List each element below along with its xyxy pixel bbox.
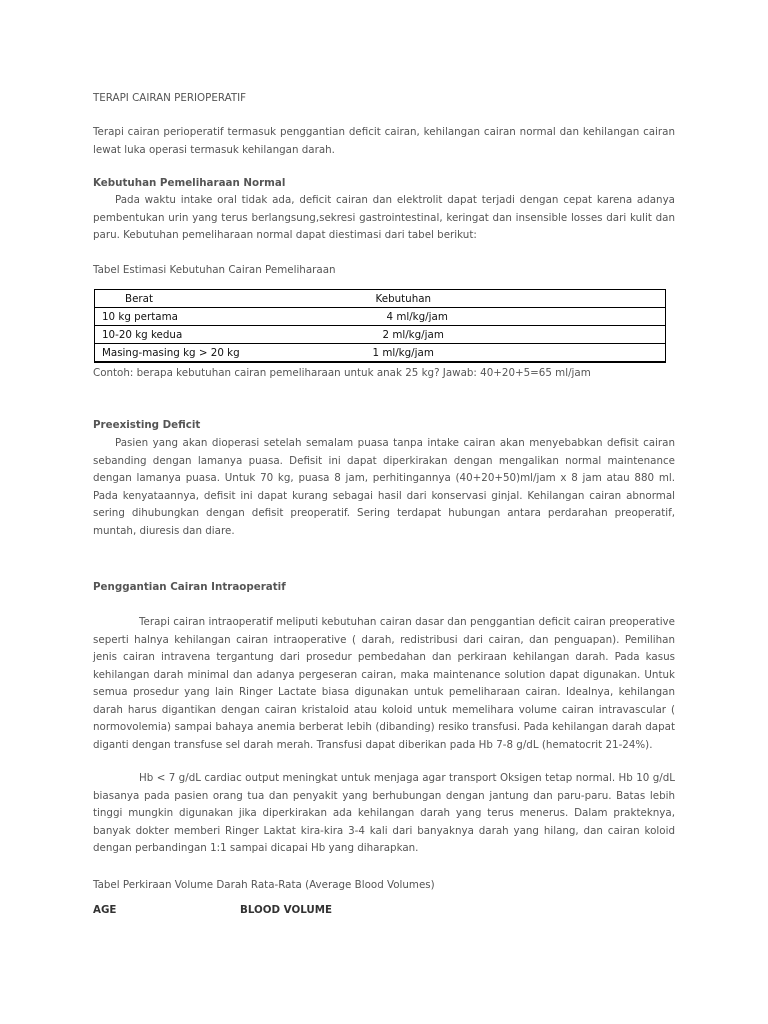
column-header-age: AGE [93, 904, 117, 916]
section-heading-intraoperative: Penggantian Cairan Intraoperatif [93, 581, 286, 593]
table-cell-weight: Masing-masing kg > 20 kg [95, 344, 371, 363]
maintenance-paragraph [93, 192, 675, 245]
example-text: Contoh: berapa kebutuhan cairan pemeliharaan untuk anak 25 kg? Jawab: 40+20+5=65 ml/jam [93, 367, 591, 379]
table-header-row [95, 290, 666, 308]
intraoperative-paragraph-1 [93, 614, 675, 754]
intraoperative-paragraph-2 [93, 770, 675, 858]
table-header-berat: Berat [95, 290, 371, 308]
intro-text: Terapi cairan perioperatif termasuk penggantian deficit cairan, kehilangan cairan normal dan kehilangan cairan lewat luka operasi termasuk kehilangan darah. [93, 126, 675, 156]
table-cell-requirement: 2 ml/kg/jam [371, 326, 666, 344]
table-cell-requirement: 1 ml/kg/jam [371, 344, 666, 363]
table-cell-weight: 10 kg pertama [95, 308, 371, 326]
preexisting-text: Pasien yang akan dioperasi setelah semalam puasa tanpa intake cairan akan menyebabkan defisit cairan sebanding dengan lamanya puasa. Defisit ini dapat diperkirakan dengan mengalikan normal maintenance dengan lamanya puasa. Untuk 70 kg, puasa 8 jam, perhitingannya (40+20+50)ml/jam x 8 jam atau 880 ml. Pada kenyataannya, defisit ini dapat kurang sebagai hasil dari konservasi ginjal. Kehilangan cairan abnormal sering dihubungkan dengan defisit preoperatif. Sering terdapat hubungan antara perdarahan preoperatif, muntah, diuresis dan diare. [93, 437, 675, 537]
intraoperative-text-2: Hb < 7 g/dL cardiac output meningkat untuk menjaga agar transport Oksigen tetap normal. Hb 10 g/dL biasanya pada pasien orang tua dan penyakit yang berhubungan dengan jantung dan paru-paru. Batas lebih tinggi mungkin digunakan jika diperkirakan ada kehilangan darah yang terus menerus. Dalam prakteknya, banyak dokter memberi Ringer Laktat kira-kira 3-4 kali dari banyaknya darah yang hilang, dan cairan koloid dengan perbandingan 1:1 sampai dicapai Hb yang diharapkan. [93, 772, 675, 854]
table-cell-requirement: 4 ml/kg/jam [371, 308, 666, 326]
section-heading-maintenance: Kebutuhan Pemeliharaan Normal [93, 177, 286, 189]
preexisting-paragraph [93, 435, 675, 540]
table-row [95, 308, 666, 326]
table-caption-blood-volume: Tabel Perkiraan Volume Darah Rata-Rata (Average Blood Volumes) [93, 879, 435, 891]
table-header-kebutuhan: Kebutuhan [371, 290, 666, 308]
section-heading-preexisting: Preexisting Deficit [93, 419, 201, 431]
intro-paragraph [93, 124, 675, 159]
document-title: TERAPI CAIRAN PERIOPERATIF [93, 92, 247, 104]
intraoperative-text-1: Terapi cairan intraoperatif meliputi kebutuhan cairan dasar dan penggantian deficit cairan preoperative seperti halnya kehilangan cairan intraoperative ( darah, redistribusi dari cairan, dan penguapan). Pemilihan jenis cairan intravena tergantung dari prosedur pembedahan dan perkiraan kehilangan darah. Pada kasus kehilangan darah minimal dan adanya pergeseran cairan, maka maintenance solution dapat digunakan. Untuk semua prosedur yang lain Ringer Lactate biasa digunakan untuk pemeliharaan cairan. Idealnya, kehilangan darah harus digantikan dengan cairan kristaloid atau koloid untuk memelihara volume cairan intravascular ( normovolemia) sampai bahaya anemia berberat lebih (dibanding) resiko transfusi. Pada kehilangan darah dapat diganti dengan transfuse sel darah merah. Transfusi dapat diberikan pada Hb 7-8 g/dL (hematocrit 21-24%). [93, 616, 675, 751]
maintenance-table [94, 289, 666, 363]
table-row [95, 326, 666, 344]
table-row [95, 344, 666, 363]
column-header-blood-volume: BLOOD VOLUME [240, 904, 333, 916]
table-cell-weight: 10-20 kg kedua [95, 326, 371, 344]
table-caption-maintenance: Tabel Estimasi Kebutuhan Cairan Pemeliharaan [93, 264, 336, 276]
maintenance-text: Pada waktu intake oral tidak ada, deficit cairan dan elektrolit dapat terjadi dengan cepat karena adanya pembentukan urin yang terus berlangsung,sekresi gastrointestinal, keringat dan insensible losses dari kulit dan paru. Kebutuhan pemeliharaan normal dapat diestimasi dari tabel berikut: [93, 194, 675, 241]
